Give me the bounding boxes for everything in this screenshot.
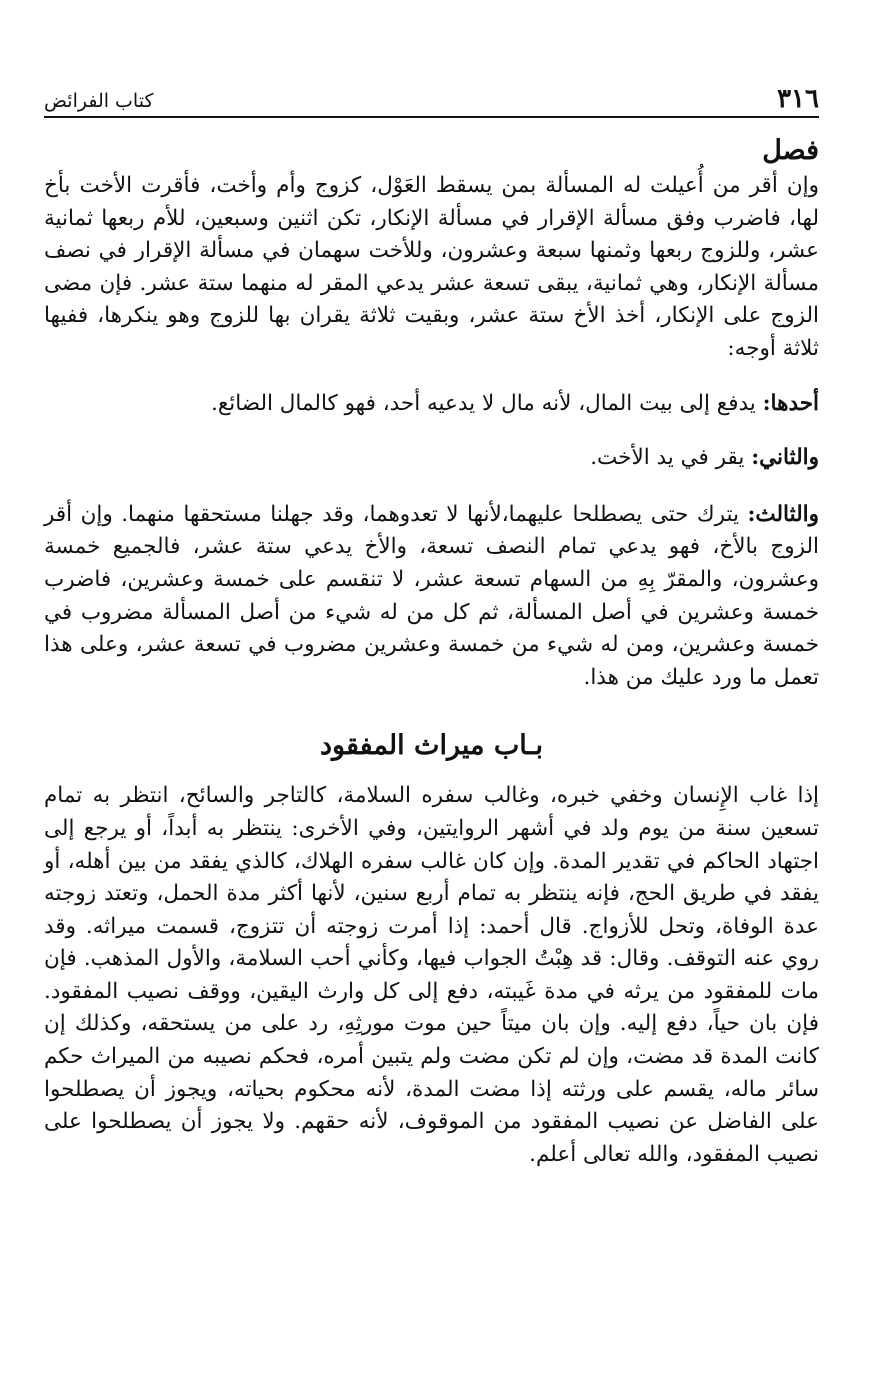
opinion-second-lead: والثاني: xyxy=(751,445,819,471)
opinion-third xyxy=(44,499,819,695)
book-page xyxy=(44,78,819,1171)
opinion-second xyxy=(44,442,819,475)
opinion-first-text: يدفع إلى بيت المال، لأنه مال لا يدعيه أحد، فهو كالمال الضائع. xyxy=(210,390,763,416)
opinion-third-lead: والثالث: xyxy=(747,501,819,527)
book-title: كتاب الفرائض xyxy=(44,90,154,112)
running-header xyxy=(44,78,819,118)
chapter-body-paragraph: إذا غاب الإِنسان وخفي خبره، وغالب سفره السلامة، كالتاجر والسائح، انتظر به تمام تسعين سنة من يوم ولد في أشهر الروايتين، وفي الأخرى: ينتظر به أبداً، أو يرجع إلى اجتهاد الحاكم في تقدير المدة. وإن كان غالب سفره الهلاك، كالذي يفقد من بين أهله، أو يفقد في طريق الحج، فإنه ينتظر به تمام أربع سنين، لأنها أكثر مدة الحمل، وتعتد زوجته عدة الوفاة، وتحل للأزواج. قال أحمد: إذا أمرت زوجته أن تتزوج، قسمت ميراثه. وقد روي عنه التوقف. وقال: قد هِبْتُ الجواب فيها، وكأني أحب السلامة، والأول المذهب. فإن مات للمفقود من يرثه في مدة غَيبته، دفع إلى كل وارث اليقين، ووقف نصيب المفقود. فإن بان حياً، دفع إليه. وإن بان ميتاً حين موت مورثِهِ، رد على من يستحقه، وكذلك إن كانت المدة قد مضت، وإن لم تكن مضت ولم يتبين أمره، فحكم نصيبه من الميراث حكم سائر ماله، يقسم على ورثته إذا مضت المدة، لأنه محكوم بحياته، ويجوز أن يصطلحوا على الفاضل عن نصيب المفقود من الموقوف، لأنه حقهم. ولا يجوز أن يصطلحوا على نصيب المفقود، والله تعالى أعلم. xyxy=(44,783,819,1167)
chapter-heading: بـاب ميراث المفقود xyxy=(320,730,543,762)
page-number: ٣١٦ xyxy=(777,84,819,114)
section-heading: فصل xyxy=(762,135,819,166)
opinion-second-text: يقر في يد الأخت. xyxy=(590,445,752,471)
opinion-third-text: يترك حتى يصطلحا عليهما،لأنها لا تعدوهما، وقد جهلنا مستحقها منهما. وإن أقر الزوج بالأخ، فهو يدعي تمام النصف تسعة، والأخ يدعي ستة عشر، فالجميع خمسة وعشرون، والمقرّ بِهِ من السهام تسعة عشر، لا تنقسم على خمسة وعشرين، فاضرب خمسة وعشرين في أصل المسألة، ثم كل من له شيء من أصل المسألة مضروب في خمسة وعشرين، ومن له شيء من خمسة وعشرين مضروب في تسعة عشر، وعلى هذا تعمل ما ورد عليك من هذا. xyxy=(44,501,819,690)
opinion-first xyxy=(44,388,819,421)
opinion-first-lead: أحدها: xyxy=(762,390,819,416)
section-intro-paragraph: وإن أقر من أُعيلت له المسألة بمن يسقط العَوْل، كزوج وأم وأخت، فأقرت الأخت بأخ لها، فاضرب وفق مسألة الإقرار في مسألة الإنكار، تكن اثنين وسبعين، للأم ربعها ثمانية عشر، وللزوج ربعها وثمنها سبعة وعشرون، وللأخت سهمان في مسألة الإقرار في نصف مسألة الإنكار، وهي ثمانية، يبقى تسعة عشر يدعي المقر له منهما ستة عشر. فإن مضى الزوج على الإنكار، أخذ الأخ ستة عشر، وبقيت ثلاثة يقران بها للزوج وهو ينكرها، ففيها ثلاثة أوجه: xyxy=(44,173,819,361)
